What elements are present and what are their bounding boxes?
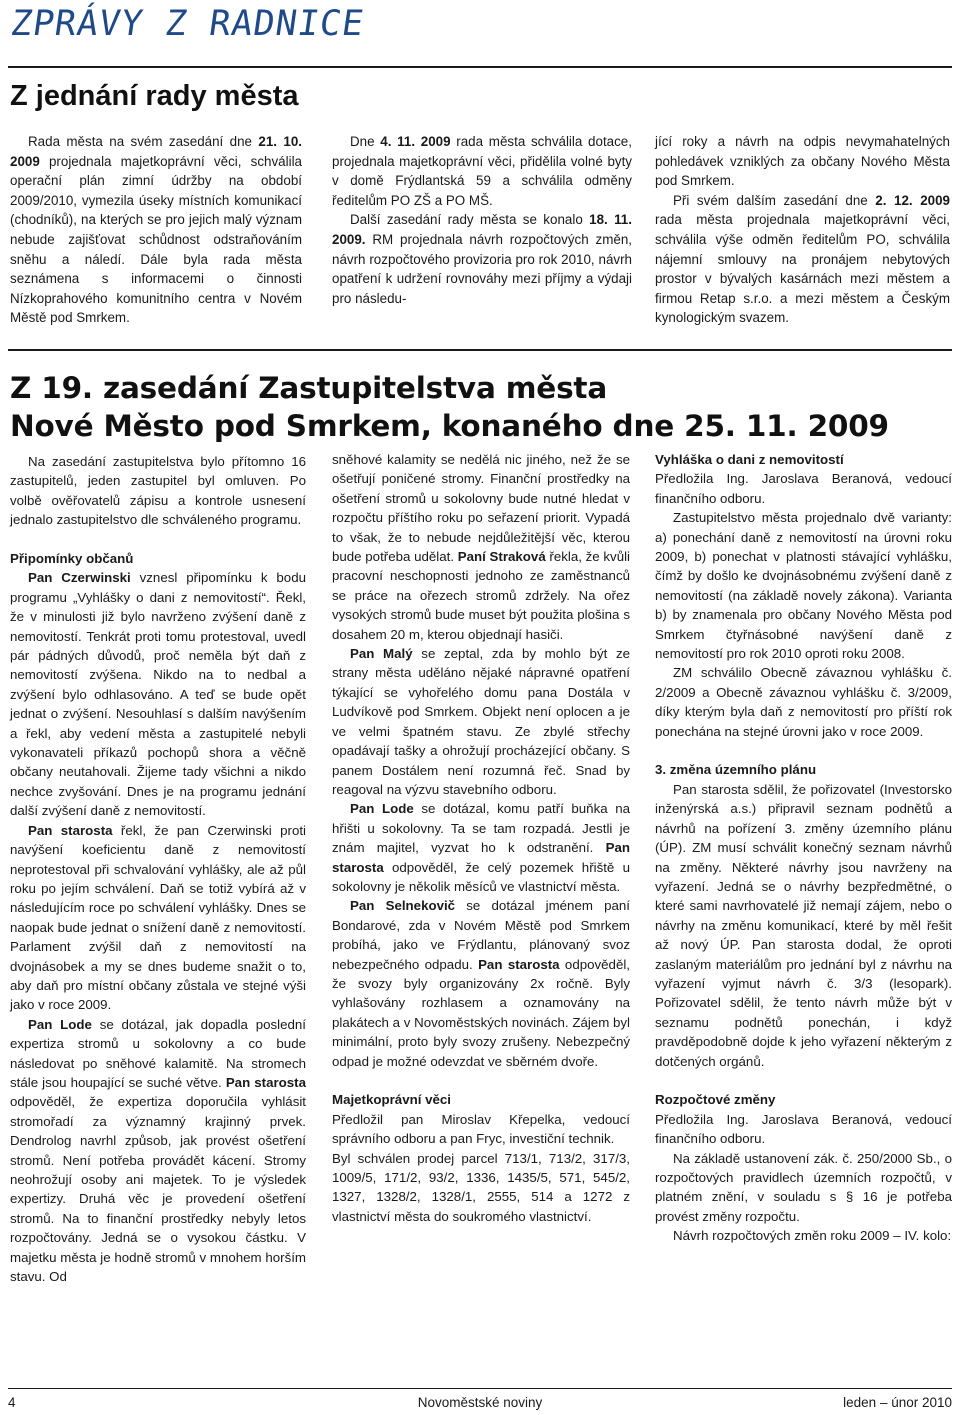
paragraph: Pan Malý se zeptal, zda by mohlo být ze strany města uděláno nějaké nápravné opatření týkající se vyhořelého domu pana Dostála v Ludvíkově pod Smrkem. Objekt není oplocen a je ve velmi špatném stavu. Ze zbylé střechy opadávají tašky a ohrožují procházející občany. S panem Dostálem není rozumná řeč. Snad by reagoval na výzvu stavebního odboru.	[332, 646, 630, 797]
article1-col2-paragraph-1: Dne 4. 11. 2009 rada města schválila dotace, projednala majetkoprávní věci, přidělila volné byty v domě Frýdlantská 59 a schválila odměny ředitelům PO ZŠ a PO MŠ.	[332, 134, 632, 208]
paragraph: sněhové kalamity se nedělá nic jiného, než že se ošetřují poničené stromy. Finanční prostředky na ošetření stromů u sokolovny bude nutné hledat v rozpočtu příštího roku po seřazení priorit. Vypadá to však, že to nebude nejdůležitější věc, kterou bude potřeba udělat. Paní Straková řekla, že kvůli pracovní neschopnosti jednoho ze zaměstnanců se práce na ořezech stromů zdržely. Na ořez vysokých stromů bude muset být použita plošina s dosahem 20 m, kterou objednají hasiči.	[332, 452, 631, 642]
article2-column-1	[10, 452, 306, 1286]
page-number: 4	[8, 1395, 16, 1410]
paragraph: Pan Lode se dotázal, komu patří buňka na hřišti u sokolovny. Ta se tam rozpadá. Jestli je znám majitel, vyzvat ho k odstranění. Pan starosta odpověděl, že celý pozemek hřiště u sokolovny je několik měsíců ve vlastnictví města.	[332, 801, 630, 894]
paragraph: Předložila Ing. Jaroslava Beranová, vedoucí finančního odboru.	[655, 471, 952, 506]
section-divider	[8, 349, 952, 351]
article2-title-line-2: Nové Město pod Smrkem, konaného dne 25. 11. 2009	[10, 409, 889, 443]
article2-column-2	[332, 450, 630, 1226]
speaker-name: Pan Malý	[350, 646, 413, 662]
article1-col3-paragraph-1: jící roky a návrh na odpis nevymahatelných pohledávek vzniklých za občany Nového Města pod Smrkem.	[655, 134, 950, 189]
article1-title: Z jednání rady města	[10, 80, 299, 112]
paragraph: Návrh rozpočtových změn roku 2009 – IV. kolo:	[673, 1228, 952, 1244]
paragraph: Předložila Ing. Jaroslava Beranová, vedoucí finančního odboru.	[655, 1111, 952, 1147]
paragraph: Pan starosta sdělil, že pořizovatel (Investorsko inženýrská a.s.) připravil seznam podnětů a návrhů na pořízení 3. změny územního plánu (ÚP). ZM musí schválit konečný seznam návrhů na změny. Některé návrhy jsou navrženy na vyřazení. Jedná se o návrhy bezpředmětné, o které sami navrhovatelé již nemají zájem, nebo o návrhy na změnu komunikací, které by měl řešit až nový ÚP. Pan starosta dodal, že oproti zaslaným materiálům pro jednání byl z návrhu na vyřazení vyjmut návrh č. 3/3 (lesopark). Pořizovatel sdělil, že tento návrh může být v seznamu podnětů ponechán, i když pravděpodobně dojde k jeho vyřazení některým z dotčených orgánů.	[655, 781, 952, 1069]
subheading-rozpoctove-zmeny: Rozpočtové změny	[655, 1092, 776, 1108]
subheading-majetkopravni: Majetkoprávní věci	[332, 1092, 451, 1108]
date-highlight: 18. 11. 2009.	[332, 212, 632, 247]
paragraph: Pan Selnekovič se dotázal jménem paní Bondarové, zda v Novém Městě pod Smrkem probíhá, jako ve Frýdlantu, plánovaný svoz nebezpečného odpadu. Pan starosta odpověděl, že svozy byly organizovány 2x ročně. Byly vyhlašovány rozhlasem a oznamovány na plakátech a v Novoměstských novinách. Zájem byl minimální, proto byly svozy zrušeny. Nebezpečný odpad je možné odevzdat ve sběrném dvoře.	[332, 898, 630, 1069]
paragraph: Pan Czerwinski vznesl připomínku k bodu programu „Vyhlášky o dani z nemovitostí“. Řekl, že v minulosti již bylo navrženo zvýšení daně z nemovitostí. Tenkrát proti tomu protestoval, uvedl pár pádných důvodů, proč neměla být daň z nemovitostí zvýšena. Nikdo na to nedbal a zvýšení bylo odhlasováno. A teď se bude opět jednat o zvýšení. Nesouhlasí s dalším navýšením a řekl, aby vedení města a zastupitelé nebyli vykonavateli příkazů pochopů shora a věčně občany neutahovali. Žijeme tady všichni a nikdo nechce zvyšování. Dnes je na programu jednání další zvýšení daně z nemovitostí.	[10, 570, 306, 819]
article1-col2-paragraph-2: Další zasedání rady města se konalo 18. 11. 2009. RM projednala návrh rozpočtových změn, návrh rozpočtového provizoria pro rok 2010, návrh opatření k udržení rovnováhy mezi příjmy a výdaji pro následu-	[332, 212, 632, 306]
article1-col3-paragraph-2: Při svém dalším zasedání dne 2. 12. 2009 rada města projednala majetkoprávní věci, schválila výše odměn ředitelům PO, schválila nájemní smlouvy na pronájem nebytových prostor v bývalých kasárnách mezi městem a firmou Retap s.r.o. a mezi městem a Českým kynologickým svazem.	[655, 192, 950, 326]
article1-column-3	[655, 132, 950, 328]
article2-title	[10, 369, 889, 445]
speaker-name: Pan Lode	[350, 801, 414, 817]
paragraph: Byl schválen prodej parcel 713/1, 713/2, 317/3, 1009/5, 171/2, 93/2, 1336, 1435/5, 571, 545/2, 1327, 1328/2, 1328/1, 2555, 514 a 1272 z vlastnictví města do soukromého vlastnictví.	[332, 1150, 630, 1224]
speaker-name: Paní Straková	[457, 549, 546, 565]
header-rule	[8, 66, 952, 68]
issue-date: leden – únor 2010	[843, 1395, 952, 1410]
speaker-name: Pan starosta	[225, 1074, 306, 1090]
paragraph: Na zasedání zastupitelstva bylo přítomno 16 zastupitelů, jeden zastupitel byl omluven. Po volbě ověřovatelů zápisu a kontrole usnesení jednalo zastupitelstvo dle schváleného programu.	[10, 454, 306, 528]
article2-column-3	[655, 450, 952, 1246]
article1-col1-paragraph: Rada města na svém zasedání dne 21. 10. 2009 projednala majetkoprávní věci, schválila operační plán zimní údržby na období 2009/2010, vymezila úseky místních komunikací (chodníků), na kterých se pro jejich malý význam nebude zajišťovat schůdnost odstraňováním sněhu a náledí. Dále byla rada města seznámena s informacemi o činnosti Nízkoprahového komunitního centra v Novém Městě pod Smrkem.	[10, 134, 302, 326]
date-highlight: 4. 11. 2009	[380, 134, 451, 149]
article1-column-2	[332, 132, 632, 308]
speaker-name: Pan Czerwinski	[28, 570, 131, 586]
section-header: ZPRÁVY Z RADNICE	[8, 4, 367, 44]
speaker-name: Pan starosta	[28, 822, 113, 838]
speaker-name: Pan Selnekovič	[350, 898, 456, 914]
article2-title-line-1: Z 19. zasedání Zastupitelstva města	[10, 371, 608, 405]
paragraph: Na základě ustanovení zák. č. 250/2000 Sb., o rozpočtových pravidlech územních rozpočtů, v platném znění, v souladu s § 16 je potřeba provést změny rozpočtu.	[655, 1150, 952, 1224]
subheading-vyhlaska: Vyhláška o dani z nemovitostí	[655, 452, 844, 467]
article1-column-1	[10, 132, 302, 328]
subheading-uzemni-plan: 3. změna územního plánu	[655, 762, 817, 778]
publication-name: Novoměstské noviny	[417, 1395, 543, 1410]
paragraph: Pan starosta řekl, že pan Czerwinski proti navýšení koeficientu daně z nemovitostí neprotestoval při schvalování vyhlášky, ale až půl roku po jejím schválení. Daň se totiž vybírá až v následujícím roce po schválení vyhlášky. Dnes se naopak bude jednat o snížení daně z nemovitostí. Parlament zvýšil daň z nemovitostí na dvojnásobek a my se dnes budeme snažit o to, aby daň pro místní občany zůstala ve stejné výši jako v roce 2009.	[10, 822, 306, 1013]
paragraph: ZM schválilo Obecně závaznou vyhlášku č. 2/2009 a Obecně závaznou vyhlášku č. 3/2009, díky kterým byla daň z nemovitostí pro příští rok ponechána na stejné úrovni jako v roce 2009.	[655, 665, 952, 739]
footer-rule	[8, 1388, 952, 1389]
subheading-pripominky: Připomínky občanů	[10, 551, 134, 567]
paragraph: Pan Lode se dotázal, jak dopadla poslední expertiza stromů u sokolovny a co bude následovat po sněhové kalamitě. Na stromech stále jsou houpající se suché větve. Pan starosta odpověděl, že expertiza doporučila vyhlásit stromořadí za významný krajinný prvek. Dendrolog navrhl způsob, jak provést ošetření stromů. Není potřeba provádět kácení. Stromy neohrožují osoby ani majetek. To je výsledek expertizy. Druhá věc je provedení ošetření stromů. Na to finanční prostředky nebyly letos rozpočtovány. Jedná se o vysokou částku. V majetku města je hodně stromů v mnohem horším stavu. Od	[10, 1016, 306, 1285]
speaker-name: Pan starosta	[332, 840, 630, 875]
paragraph: Předložil pan Miroslav Křepelka, vedoucí správního odboru a pan Fryc, investiční technik.	[332, 1111, 630, 1147]
speaker-name: Pan starosta	[478, 956, 560, 972]
date-highlight: 2. 12. 2009	[875, 192, 950, 208]
date-highlight: 21. 10. 2009	[10, 134, 302, 169]
speaker-name: Pan Lode	[28, 1016, 92, 1032]
paragraph: Zastupitelstvo města projednalo dvě varianty: a) ponechání daně z nemovitostí na úrovni roku 2009, b) ponechat v platnosti stávající vyhlášku, čímž by došlo ke dvojnásobnému zvýšení daně z nemovitostí (na základě novely zákona). Varianta b) by znamenala pro občany Nového Města pod Smrkem čtyřnásobné navýšení daně z nemovitostí pro rok 2010 oproti roku 2008.	[655, 510, 952, 662]
